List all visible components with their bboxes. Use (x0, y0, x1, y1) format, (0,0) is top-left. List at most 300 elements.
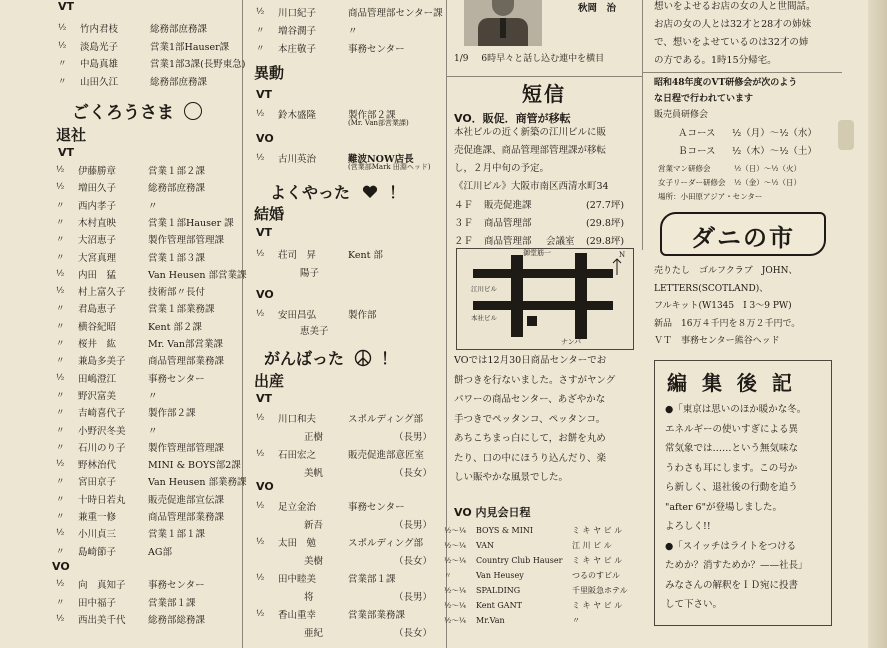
org-label: VT (58, 146, 75, 159)
child-row (256, 516, 432, 532)
floor: ３Ｆ (454, 218, 474, 229)
date: ½ (256, 537, 265, 547)
personnel-row (256, 22, 358, 38)
text-line: "after 6"が登場しました。 (665, 501, 782, 513)
date: 〃 (56, 425, 65, 436)
personnel-row (58, 55, 246, 71)
name: 桜井 紘 (78, 339, 117, 350)
department: 事務センター (148, 373, 205, 385)
relation: （長男） (394, 592, 433, 603)
floor: ４Ｆ (454, 200, 474, 211)
photo-caption (454, 50, 604, 68)
date: ½ (256, 309, 265, 319)
text-line: 想いをよせるお店の女の人と世間話。 (654, 1, 816, 12)
personnel-row (56, 370, 205, 386)
date: ½〜¼ (444, 540, 467, 550)
gokurou-heading (72, 98, 202, 123)
text-line: 手つきでペッタンコ、ペッタンコ。 (454, 413, 606, 425)
personnel-row (56, 179, 205, 195)
exhibit-row (444, 597, 622, 613)
map-label-honsha: 本社ビル (471, 314, 497, 322)
date: 〃 (56, 477, 65, 488)
child-row (256, 428, 432, 444)
name: 兼重一修 (78, 512, 117, 523)
map-label-north: N (619, 251, 626, 259)
date: 〃 (256, 26, 265, 36)
department: 営業１部Hauser 課 (148, 217, 234, 229)
text-line: たり、口の中にほうり込んだり、楽 (454, 452, 607, 464)
marriage-row (256, 306, 377, 322)
personnel-row (56, 543, 172, 559)
floor-row (454, 196, 624, 212)
name: 中島真雄 (80, 59, 119, 70)
birth-row (256, 446, 424, 462)
text-line: ●「スイッチはライトをつける (665, 540, 797, 552)
text-line: し，２月中旬の予定。 (454, 163, 550, 174)
child-name: 美帆 (304, 468, 324, 479)
place: 江 川 ビ ル (572, 540, 612, 550)
text-line: うわさも耳にします。この号か (665, 462, 798, 474)
department: 技術部〃長付 (148, 287, 206, 299)
org-label: VO (52, 560, 70, 573)
date: ½ (56, 286, 65, 297)
text-line: しい賑やかな風景でした。 (454, 472, 569, 483)
column-divider (242, 0, 243, 648)
date: 〃 (56, 252, 65, 263)
text-line: 売促進課、商品管理部管理課が移転 (454, 145, 607, 156)
personnel-row (256, 4, 443, 20)
personnel-row (56, 231, 224, 247)
department: 事務センター (148, 580, 205, 591)
department: 製作部２課 (148, 408, 196, 420)
department: 営業部１課 (348, 574, 396, 585)
text-line: ●「東京は思いのほか暖かな冬。 (665, 404, 807, 415)
org-label: VO (256, 132, 274, 145)
exclaim: ！ (389, 183, 406, 202)
dept: 商品管理部 (484, 218, 532, 229)
name: 竹内君枝 (80, 24, 119, 35)
department: Van Heusen 部営業課 (148, 269, 247, 281)
org-label: VT (256, 88, 273, 101)
name: 伊藤勝章 (78, 166, 117, 177)
date: ½〜¼ (444, 585, 467, 595)
dept: Kent 部 (348, 250, 383, 261)
date: 〃 (56, 356, 65, 367)
name: 大沼恵子 (78, 235, 117, 247)
birth-row (256, 606, 405, 622)
floor: ２Ｆ (454, 236, 474, 247)
size: (29.8坪) (586, 218, 625, 229)
department: 販売促進部意匠室 (348, 450, 425, 461)
heart-icon (362, 185, 378, 199)
personnel-row (56, 283, 205, 299)
ganbatta-text: がんばった (264, 349, 345, 368)
editor-note-box (654, 360, 832, 626)
personnel-row (56, 162, 205, 178)
caption-text: 6時早々と話し込む連中を横目 (481, 54, 605, 64)
text-line: LETTERS(SCOTLAND)、 (654, 283, 769, 294)
name: 島崎節子 (78, 546, 117, 558)
text-line: あちこちまっ白にして，お餅を丸め (454, 433, 606, 444)
relation: （長男） (394, 432, 433, 443)
org-label: VT (58, 0, 75, 13)
department: Van Heusen 部業務課 (148, 477, 247, 489)
transfer-note: (営業部Mark 田淵ヘッド) (348, 163, 431, 171)
name: 川口紀子 (278, 8, 317, 19)
name: 山田久江 (80, 76, 119, 88)
course-label: Ａコース (678, 128, 716, 139)
personnel-row (56, 525, 205, 541)
date: 〃 (56, 339, 65, 349)
date: ½ (58, 40, 67, 51)
department: 営業１部業務課 (148, 304, 215, 316)
personnel-row (56, 439, 224, 455)
name: 田嶋澄江 (78, 373, 117, 385)
gokurou-text: ごくろうさま (72, 103, 174, 123)
portrait-photo (464, 0, 542, 46)
date: ½ (256, 501, 265, 511)
department: 営業１部１課 (148, 529, 206, 541)
org-label: VO (256, 288, 274, 301)
exhibit-row (444, 552, 622, 568)
relation: （長女） (394, 468, 433, 479)
child-row (256, 464, 432, 480)
text-line: して下さい。 (665, 599, 723, 610)
place: ミ キ ヤ ビ ル (572, 555, 623, 565)
date: ½ (256, 153, 265, 163)
name: 西出美千代 (78, 615, 126, 626)
relation: （長女） (394, 556, 433, 567)
peace-icon (354, 349, 372, 367)
department: 〃 (348, 26, 358, 37)
course-row (658, 188, 763, 204)
department: 営業１部２課 (148, 166, 206, 177)
course-label: 女子リーダー研修会 (658, 177, 726, 187)
date: 〃 (56, 200, 65, 211)
text-line: ためか？消すためか？——社長」 (665, 560, 808, 571)
name: 十時日若丸 (78, 494, 126, 506)
department: 事務センター (348, 502, 405, 513)
personnel-row (256, 40, 405, 56)
exhibit-row (444, 567, 620, 583)
personnel-row (58, 38, 229, 54)
section-taisha: 退社 (56, 126, 87, 144)
yokuyatta-text: よくやった (270, 183, 351, 202)
date: 〃 (56, 408, 65, 419)
text-line: 餅つきを行ないました。さすがヤング (454, 374, 616, 386)
child-name: 美樹 (304, 556, 324, 567)
text-line: ら新しく、退社後の行動を追う (665, 482, 798, 493)
personnel-row (56, 473, 246, 489)
department: スポルディング部 (348, 414, 424, 425)
map-drawing (457, 249, 633, 349)
department: 製作管理部管理課 (148, 442, 225, 454)
department: 総務部庶務課 (148, 183, 206, 195)
personnel-row (56, 249, 205, 265)
column-1 (40, 0, 247, 648)
name: 小川貞三 (78, 529, 117, 541)
text-line: VOでは12月30日商品センターでお (454, 355, 607, 366)
name: 太田 勉 (278, 538, 317, 549)
size: (27.7坪) (586, 200, 625, 211)
name: 田中睦美 (278, 574, 317, 585)
exhibit-row (444, 522, 622, 538)
name: 本庄敬子 (278, 44, 317, 55)
date: ½〜¼ (444, 555, 467, 565)
date: 〃 (56, 217, 65, 228)
caption-date: 1/9 (454, 54, 469, 64)
yokuyatta-heading (270, 180, 405, 203)
text-line: 常気象では……という無気味な (665, 443, 799, 454)
date: ½ (256, 109, 265, 119)
department: 〃 (148, 390, 158, 402)
date: ½ (56, 459, 65, 470)
tanshin-heading: 短信 (522, 82, 566, 106)
name: 向 真知子 (78, 580, 126, 591)
department: 事務センター (348, 44, 405, 55)
exhibit-title: VO 内見会日程 (454, 506, 531, 519)
department: 総務部庶務課 (150, 76, 208, 88)
date: ½ (256, 249, 265, 259)
name: 木村直映 (78, 217, 117, 229)
size: (29.8坪) (586, 236, 625, 247)
child-row (256, 624, 432, 640)
floor-row (454, 214, 624, 230)
org-label: VO (256, 480, 274, 493)
text-line: 新品 16万４千円を８万２千円で。 (654, 318, 801, 329)
name: 野沢富美 (78, 390, 117, 402)
dept: 販売促進課 (484, 200, 532, 211)
name: 君島恵子 (78, 304, 117, 316)
personnel-row (56, 508, 224, 524)
name: 香山重幸 (278, 610, 317, 621)
transfer-note: (Mr. Van部営業課) (348, 119, 409, 127)
date: ½〜¼ (444, 615, 467, 625)
section-idou: 異動 (254, 64, 285, 82)
name: 足立金治 (278, 502, 317, 513)
brand: Mr.Van (476, 615, 505, 625)
personnel-row (56, 300, 215, 316)
date: 〃 (56, 442, 65, 453)
name: 増谷潤子 (278, 26, 317, 37)
name: 鈴木盛隆 (278, 110, 317, 121)
text-line: みなさんの解釈をＩＤ宛に投書 (665, 579, 799, 591)
department: 商品管理部業務課 (148, 512, 225, 523)
name: 村上富久子 (78, 287, 126, 299)
dept: 製作部２課 (348, 110, 396, 121)
date: ½ (256, 573, 265, 583)
personnel-row (56, 214, 234, 230)
personnel-row (56, 352, 224, 368)
name: 川口和夫 (278, 414, 317, 425)
date: ½ (56, 182, 65, 193)
ganbatta-heading (264, 346, 397, 369)
name: 西内孝子 (78, 200, 117, 212)
date: ½ (56, 372, 65, 383)
personnel-row (56, 197, 158, 213)
exhibit-row (444, 537, 612, 553)
date: 〃 (56, 512, 65, 522)
department: 営業部業務課 (348, 610, 406, 621)
date: 〃 (58, 59, 67, 69)
brand: Country Club Hauser (476, 555, 563, 565)
date: 〃 (56, 321, 65, 332)
org-label: VT (256, 392, 273, 405)
date: 〃 (56, 597, 65, 608)
child-name: 将 (304, 592, 314, 603)
department: 商品管理部センター課 (348, 8, 443, 19)
column-2 (250, 0, 445, 648)
dani-logo-text: ダニの市 (691, 224, 795, 252)
personnel-row (56, 387, 158, 403)
text-line: お店の女の人とは32才と28才の姉妹 (654, 19, 812, 30)
birth-row (256, 534, 423, 550)
name: 安田昌弘 (278, 310, 317, 321)
department: 営業1部3課(長野東急) (150, 59, 246, 70)
personnel-row (56, 335, 223, 351)
text-line: 《江川ビル》大阪市南区西清水町34 (454, 181, 609, 192)
department: 営業１部３課 (148, 252, 206, 264)
name: 兼島多美子 (78, 356, 126, 368)
extra: 会議室 (546, 236, 575, 247)
department: 営業部１課 (148, 597, 196, 609)
department: 〃 (148, 425, 158, 437)
page-edge (868, 0, 887, 648)
child-name: 正樹 (304, 432, 324, 443)
course-row (678, 142, 817, 158)
date: ½〜¼ (444, 600, 467, 610)
date: ½ (56, 165, 65, 175)
department: MINI & BOYS部2課 (148, 460, 241, 472)
text-line: ＶＴ 事務センター熊谷ヘッド (654, 336, 780, 346)
name: 大宮真理 (78, 252, 117, 264)
text-line: 昭和48年度のVT研修会が次のよう (654, 78, 798, 88)
personnel-row (56, 422, 158, 438)
department: Mr. Van部営業課 (148, 339, 224, 350)
personnel-row (56, 456, 241, 472)
name: 吉崎喜代子 (78, 408, 126, 420)
course-label: 営業マン研修会 (658, 163, 711, 173)
name: 田中福子 (78, 597, 117, 609)
exhibit-row (444, 612, 580, 628)
spouse-name: 陽子 (300, 268, 320, 279)
personnel-row (56, 404, 196, 420)
org-label: VT (256, 226, 273, 239)
department: 商品管理部業務課 (148, 356, 225, 368)
text-line: 本社ビルの近く新築の江川ビルに販 (454, 127, 607, 138)
dept: 製作部 (348, 310, 377, 321)
relation: （長男） (394, 520, 433, 531)
personnel-row (58, 73, 207, 89)
name: 荘司 昇 (278, 250, 317, 261)
personnel-row (56, 491, 224, 507)
column-4 (648, 0, 846, 648)
text-line: エネルギーの使いすぎによる異 (665, 423, 799, 435)
map-label-egawa: 江川ビル (471, 285, 497, 293)
section-kekkon: 結婚 (254, 205, 285, 223)
department: 総務部庶務課 (150, 24, 208, 35)
text-line: の方である。1時15分帰宅。 (654, 55, 777, 66)
dani-logo (660, 212, 826, 256)
child-name: 亜紀 (304, 628, 324, 639)
date: 〃 (58, 76, 67, 87)
photo-name: 秋岡 治 (578, 3, 617, 14)
name: 増田久子 (78, 183, 117, 195)
text-line: で、想いをよせているのは32才の姉 (654, 37, 809, 48)
child-row (256, 552, 432, 568)
editor-title: 編 集 後 記 (667, 371, 796, 395)
name: 宮田京子 (78, 477, 117, 489)
brand: BOYS & MINI (476, 525, 534, 535)
department: 製作管理部管理課 (148, 235, 225, 247)
dept: 商品管理部 (484, 236, 532, 247)
brand: Kent GANT (476, 600, 522, 610)
name: 石川のり子 (78, 442, 126, 454)
floor-row (454, 232, 624, 248)
course-row (678, 124, 817, 140)
personnel-row (56, 266, 246, 282)
brand: SPALDING (476, 585, 521, 595)
personnel-row (56, 576, 205, 592)
dept: 難波NOW店長 (348, 154, 414, 165)
column-divider (642, 0, 643, 250)
date: ½ (256, 609, 265, 619)
text-line: よろしく!! (665, 521, 711, 532)
course-dates: ½（金）〜½（日） (734, 177, 802, 187)
department: 総務部総務課 (148, 615, 206, 626)
training-sub: 販売員研修会 (654, 110, 709, 120)
date: 〃 (56, 546, 65, 557)
text-line: フルキット(W1345 I 3〜9 PW) (654, 301, 792, 311)
date: 〃 (56, 304, 65, 315)
name: 野林治代 (78, 460, 117, 472)
date: ½ (58, 23, 67, 33)
location-map (456, 248, 634, 350)
column-3 (444, 0, 640, 648)
text-line: な日程で行われています (654, 94, 754, 104)
department: 営業1部Hauser課 (150, 41, 230, 53)
date: ½〜¼ (444, 525, 467, 535)
department: 〃 (148, 200, 158, 212)
date: 〃 (56, 494, 65, 505)
place: ミ キ ヤ ビ ル (572, 525, 623, 535)
exhibit-row (444, 582, 628, 598)
place: つるのすビル (572, 570, 620, 580)
place: 〃 (572, 615, 580, 625)
section-shussan: 出産 (254, 372, 285, 390)
map-label-top: 御堂筋一 (523, 249, 551, 257)
torn-mark (838, 120, 854, 150)
personnel-row (56, 611, 205, 627)
date: ½ (256, 413, 265, 423)
birth-row (256, 570, 396, 586)
date: 〃 (56, 390, 65, 401)
date: ½ (56, 268, 65, 279)
course-label: Ｂコース (678, 146, 716, 157)
date: ½ (56, 528, 65, 539)
name: 淡島光子 (80, 41, 119, 53)
map-label-namba: ナンバ (561, 338, 582, 346)
exclaim: ！ (381, 349, 398, 368)
spouse-name: 恵美子 (300, 326, 329, 337)
date: ½ (56, 614, 65, 624)
department: スポルディング部 (348, 538, 424, 549)
place: ミ キ ヤ ビ ル (572, 600, 623, 610)
child-row (256, 588, 432, 604)
date: ½ (56, 579, 65, 589)
personnel-row (56, 594, 196, 610)
date: ½ (256, 449, 265, 459)
